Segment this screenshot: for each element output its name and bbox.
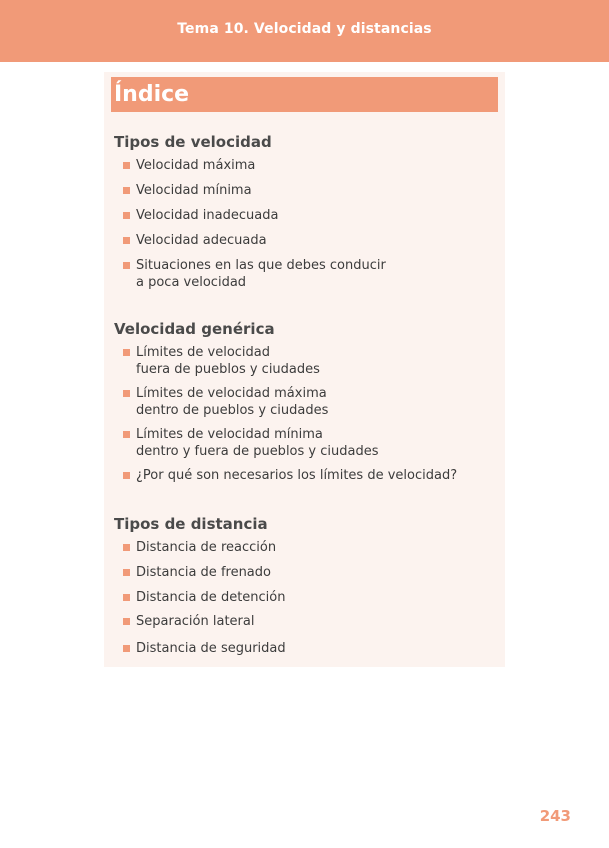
index-list-item (114, 613, 286, 630)
index-item-text: Límites de velocidad máxima (136, 386, 327, 401)
square-bullet-icon (123, 594, 130, 601)
square-bullet-icon (123, 212, 130, 219)
square-bullet-icon (123, 431, 130, 438)
index-list-item (114, 344, 457, 378)
square-bullet-icon (123, 237, 130, 244)
index-item-text: Distancia de detención (136, 590, 286, 605)
index-item-text: Velocidad adecuada (136, 233, 267, 248)
index-item-text: ¿Por qué son necesarios los límites de velocidad? (136, 468, 458, 483)
index-title-bar (111, 77, 498, 112)
index-list-item (114, 640, 286, 657)
index-list-item (114, 564, 286, 581)
index-list-item (114, 157, 386, 174)
section-velocidad-generica (114, 320, 457, 490)
index-item-text: dentro de pueblos y ciudades (136, 403, 329, 418)
chapter-title: Tema 10. Velocidad y distancias (177, 21, 432, 37)
index-item-text: Distancia de frenado (136, 565, 271, 580)
section-tipos-de-distancia (114, 515, 286, 665)
square-bullet-icon (123, 472, 130, 479)
page-number: 243 (539, 807, 571, 825)
index-panel (104, 72, 505, 667)
index-item-text: Distancia de reacción (136, 540, 277, 555)
index-item-text: Velocidad máxima (136, 158, 256, 173)
index-item-text: Límites de velocidad mínima (136, 427, 323, 442)
index-item-text: Velocidad mínima (136, 183, 252, 198)
section-title: Tipos de velocidad (114, 133, 272, 151)
index-item-text: a poca velocidad (136, 275, 247, 290)
index-item-text: Velocidad inadecuada (136, 208, 279, 223)
square-bullet-icon (123, 390, 130, 397)
index-item-text: Distancia de seguridad (136, 641, 286, 656)
square-bullet-icon (123, 645, 130, 652)
index-list-item (114, 232, 386, 249)
section-title: Tipos de distancia (114, 515, 268, 533)
index-item-text: dentro y fuera de pueblos y ciudades (136, 444, 379, 459)
square-bullet-icon (123, 544, 130, 551)
section-tipos-de-velocidad (114, 133, 386, 297)
index-list-item (114, 467, 457, 484)
square-bullet-icon (123, 187, 130, 194)
index-list-item (114, 385, 457, 419)
square-bullet-icon (123, 162, 130, 169)
section-title: Velocidad genérica (114, 320, 275, 338)
index-list-item (114, 257, 386, 291)
page-header (0, 0, 609, 62)
index-item-text: Límites de velocidad (136, 345, 270, 360)
index-title: Índice (114, 82, 190, 107)
index-list-item (114, 207, 386, 224)
square-bullet-icon (123, 262, 130, 269)
square-bullet-icon (123, 569, 130, 576)
index-list-item (114, 589, 286, 606)
index-list-item (114, 539, 286, 556)
index-item-text: Situaciones en las que debes conducir (136, 258, 386, 273)
index-list-item (114, 182, 386, 199)
index-item-text: fuera de pueblos y ciudades (136, 362, 320, 377)
square-bullet-icon (123, 349, 130, 356)
square-bullet-icon (123, 618, 130, 625)
index-item-text: Separación lateral (136, 614, 255, 629)
index-list-item (114, 426, 457, 460)
